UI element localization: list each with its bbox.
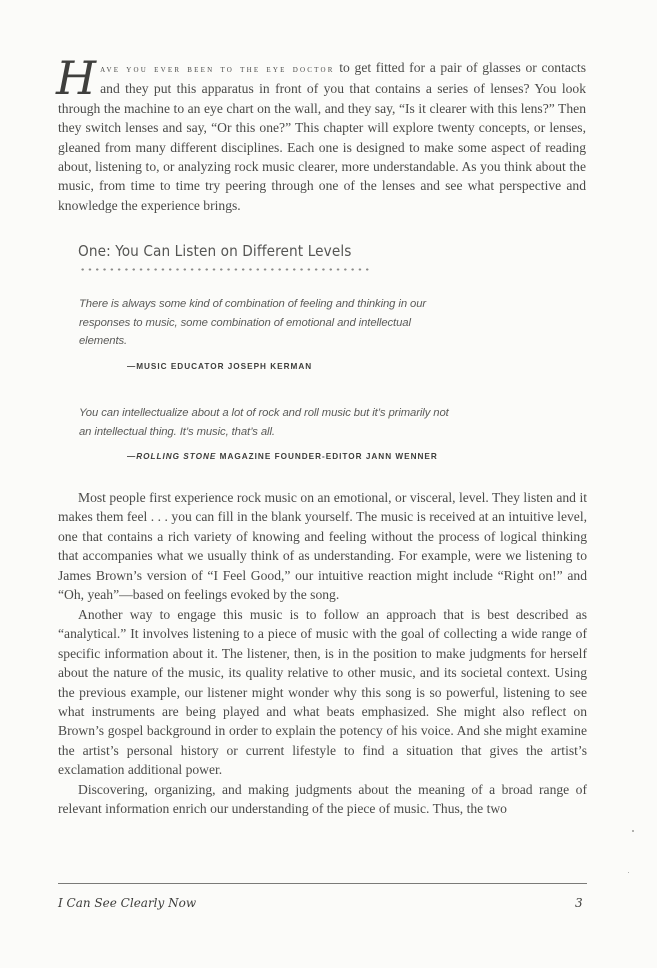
- running-head: I Can See Clearly Now: [58, 896, 197, 910]
- epigraph-attribution-kerman: —MUSIC EDUCATOR JOSEPH KERMAN: [127, 362, 313, 371]
- opening-smallcaps: ave you ever been to the eye doctor: [100, 64, 335, 75]
- paper-speck: [628, 872, 629, 873]
- dotted-divider: [79, 268, 371, 271]
- paper-speck: [632, 830, 634, 832]
- body-paragraph: Most people first experience rock music on an emotional, or visceral, level. They listen and it makes them feel . . . you can fill in the blank yourself. The music is received at an intuitive level, one that contains a rich variety of knowing and feeling without the process of logical thinking that accompanies what we usually think of as understanding. For example, were we listening to James Brown’s version of “I Feel Good,” our intuitive reaction might include “Right on!” and “Oh, yeah”—based on feelings evoked by the song.: [58, 490, 587, 603]
- body-paragraph: Another way to engage this music is to follow an approach that is best described as “analytical.” It involves listening to a piece of music with the goal of collecting a wide range of specific information about it. The listener, then, is in the position to make judgments for herself about the nature of the music, its quality relative to other music, and its societal context. Using the previous example, our listener might wonder why this song is so powerful, listening to see what instruments are being played and what beats emphasized. She might also reflect on Brown’s gospel background in order to explain the potency of his voice. And she might examine the artist’s personal history or current lifestyle to find a situation that gives the artist’s exclamation additional power.: [58, 606, 587, 778]
- body-text: [58, 488, 587, 819]
- footer-rule: [58, 883, 587, 884]
- epigraph-attribution-wenner: [127, 452, 438, 461]
- opening-text: to get fitted for a pair of glasses or contacts and they put this apparatus in front of you that contains a series of lenses? You look through the machine to an eye chart on the wall, and they say, “Is it clearer with this lens?” Then they switch lenses and say, “Or this one?” This chapter will explore twenty concepts, or lenses, gleaned from many different disciplines. Each one is designed to make some aspect of reading about, listening to, or analyzing rock music clearer, more understandable. As you think about the music, from time to time try peering through one of the lenses and see what perspective and knowledge the experience brings.: [58, 60, 586, 213]
- page-number: 3: [575, 896, 583, 910]
- attribution-magazine: ROLLING STONE: [136, 452, 217, 461]
- drop-cap: H: [56, 51, 97, 105]
- attribution-rest: MAGAZINE FOUNDER-EDITOR JANN WENNER: [216, 452, 438, 461]
- attribution-dash: —: [127, 452, 137, 461]
- section-heading: One: You Can Listen on Different Levels: [78, 242, 352, 260]
- body-paragraph: Discovering, organizing, and making judgments about the meaning of a broad range of relevant information enrich our understanding of the piece of music. Thus, the two: [58, 781, 587, 817]
- epigraph-quote-wenner: You can intellectualize about a lot of rock and roll music but it’s primarily not an intellectual thing. It’s music, that’s all.: [79, 407, 449, 438]
- epigraph-quote-kerman: There is always some kind of combination of feeling and thinking in our responses to music, some combination of emotional and intellectual elements.: [79, 298, 427, 348]
- opening-paragraph: [56, 51, 586, 215]
